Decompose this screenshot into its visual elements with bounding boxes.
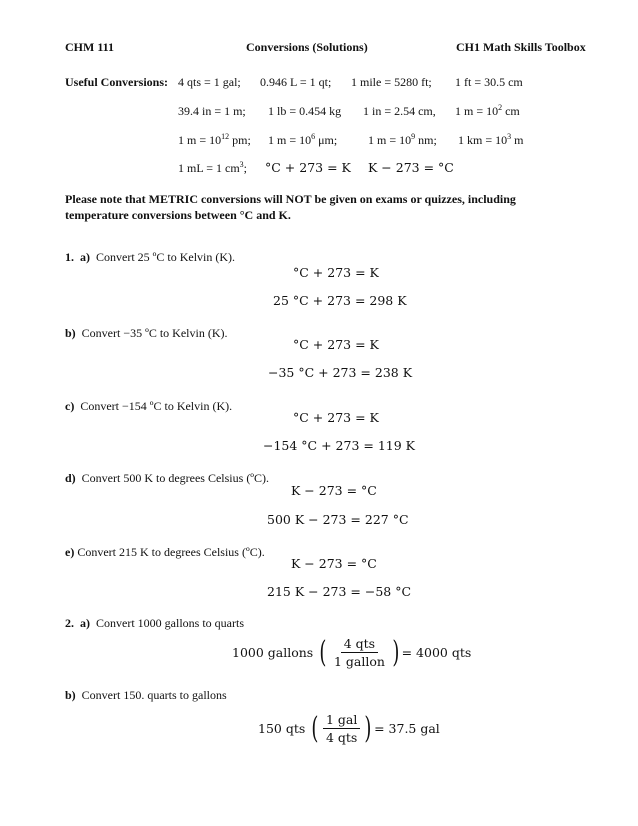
q2a-prompt: [65, 616, 244, 631]
conv-l-qt: 0.946 L = 1 qt;: [260, 75, 332, 89]
q1c-eq2: −154 °C + 273 = 119 K: [263, 438, 415, 453]
q1c-eq1: °C + 273 = K: [293, 410, 379, 425]
conv-m-cm: [455, 104, 520, 119]
q1b-eq1: °C + 273 = K: [293, 337, 379, 352]
q2b-lead: 150 qts: [258, 721, 306, 736]
q1d-text: Convert 500 K to degrees Celsius (ºC).: [81, 471, 270, 485]
q1a-prompt: [65, 250, 235, 265]
conv-m-pm-exp: 12: [221, 132, 230, 141]
conv-m-pm-base: 1 m = 10: [178, 133, 222, 147]
conv-m-cm-base: 1 m = 10: [455, 104, 499, 118]
conv-c-to-k: °C + 273 = K: [265, 160, 351, 175]
q1c-letter: c): [65, 399, 75, 413]
conv-m-um: [268, 133, 337, 148]
q2b-frac-denominator: 4 qts: [325, 730, 358, 745]
q2b-fraction: [323, 712, 360, 745]
note-line-1: Please note that METRIC conversions will NOT be given on exams or quizzes, including: [65, 192, 516, 206]
q1e-eq1: K − 273 = °C: [291, 556, 377, 571]
q1a-eq1: °C + 273 = K: [293, 265, 379, 280]
conv-m-cm-unit: cm: [502, 104, 520, 118]
course-code: CHM 111: [65, 40, 115, 54]
q2b-open-paren: (: [311, 710, 319, 746]
q1b-text: Convert −35 ºC to Kelvin (K).: [81, 326, 228, 340]
conv-mile-ft: 1 mile = 5280 ft;: [351, 75, 432, 89]
q1b-eq2: −35 °C + 273 = 238 K: [268, 365, 413, 380]
q2a-letter: a): [80, 616, 90, 630]
q2b-result: = 37.5 gal: [374, 721, 440, 736]
conv-lb-kg: 1 lb = 0.454 kg: [268, 104, 342, 118]
q1a-text: Convert 25 ºC to Kelvin (K).: [96, 250, 236, 264]
q1c-text: Convert −154 ºC to Kelvin (K).: [80, 399, 233, 413]
q1c-prompt: [65, 399, 232, 414]
conv-km-m-exp: 3: [507, 132, 512, 141]
q2a-open-paren: (: [319, 634, 327, 670]
q2b-letter: b): [65, 688, 76, 702]
conv-m-um-base: 1 m = 10: [268, 133, 312, 147]
q2b-prompt: [65, 688, 227, 703]
useful-label: Useful Conversions:: [65, 75, 169, 89]
conv-ml-cm3: [178, 161, 247, 176]
conv-qts-gal: 4 qts = 1 gal;: [178, 75, 241, 89]
conv-ml-cm3-exp: 3: [239, 160, 244, 169]
q1b-prompt: [65, 326, 227, 341]
q2b-text: Convert 150. quarts to gallons: [81, 688, 227, 702]
conv-km-m-unit: m: [511, 133, 524, 147]
q1e-text: Convert 215 K to degrees Celsius (ºC).: [77, 545, 265, 559]
conv-m-pm-unit: pm;: [229, 133, 251, 147]
q1a-eq2: 25 °C + 273 = 298 K: [273, 293, 407, 308]
q1d-eq2: 500 K − 273 = 227 °C: [267, 512, 409, 527]
q1e-eq2: 215 K − 273 = −58 °C: [267, 584, 412, 599]
q1d-eq1: K − 273 = °C: [291, 483, 377, 498]
q2a-lead: 1000 gallons: [232, 645, 314, 660]
conv-km-m-base: 1 km = 10: [458, 133, 508, 147]
conv-in-cm: 1 in = 2.54 cm,: [363, 104, 436, 118]
q2a-fraction: [331, 636, 388, 669]
q1e-letter: e): [65, 545, 75, 559]
conv-ml-cm3-tail: ;: [243, 161, 247, 175]
q2b-close-paren: ): [364, 710, 372, 746]
page-title: Conversions (Solutions): [246, 40, 368, 54]
q1d-letter: d): [65, 471, 76, 485]
q2a-equation: [232, 636, 471, 669]
conv-ml-cm3-base: 1 mL = 1 cm: [178, 161, 240, 175]
conv-m-nm: [368, 133, 437, 148]
q2a-text: Convert 1000 gallons to quarts: [96, 616, 244, 630]
q1d-prompt: [65, 471, 269, 486]
note-line-2: temperature conversions between °C and K.: [65, 208, 291, 222]
q2b-equation: [258, 712, 440, 745]
q2a-close-paren: ): [392, 634, 400, 670]
conv-m-nm-base: 1 m = 10: [368, 133, 412, 147]
conv-k-to-c: K − 273 = °C: [368, 160, 454, 175]
conv-m-um-exp: 6: [311, 132, 316, 141]
header-right: CH1 Math Skills Toolbox: [456, 40, 586, 54]
q1a-letter: a): [80, 250, 90, 264]
conv-km-m: [458, 133, 523, 148]
conv-ft-cm: 1 ft = 30.5 cm: [455, 75, 523, 89]
q1-number: 1.: [65, 250, 74, 264]
conv-m-cm-exp: 2: [498, 103, 503, 112]
conv-m-nm-exp: 9: [411, 132, 416, 141]
conv-m-nm-unit: nm;: [415, 133, 437, 147]
q2b-frac-numerator: 1 gal: [323, 712, 360, 729]
conv-in-m: 39.4 in = 1 m;: [178, 104, 246, 118]
q2a-result: = 4000 qts: [401, 645, 472, 660]
q2-number: 2.: [65, 616, 74, 630]
q2a-frac-denominator: 1 gallon: [333, 654, 385, 669]
conv-m-pm: [178, 133, 251, 148]
q2a-frac-numerator: 4 qts: [341, 636, 378, 653]
q1e-prompt: [65, 545, 265, 560]
conv-m-um-unit: μm;: [315, 133, 338, 147]
q1b-letter: b): [65, 326, 76, 340]
